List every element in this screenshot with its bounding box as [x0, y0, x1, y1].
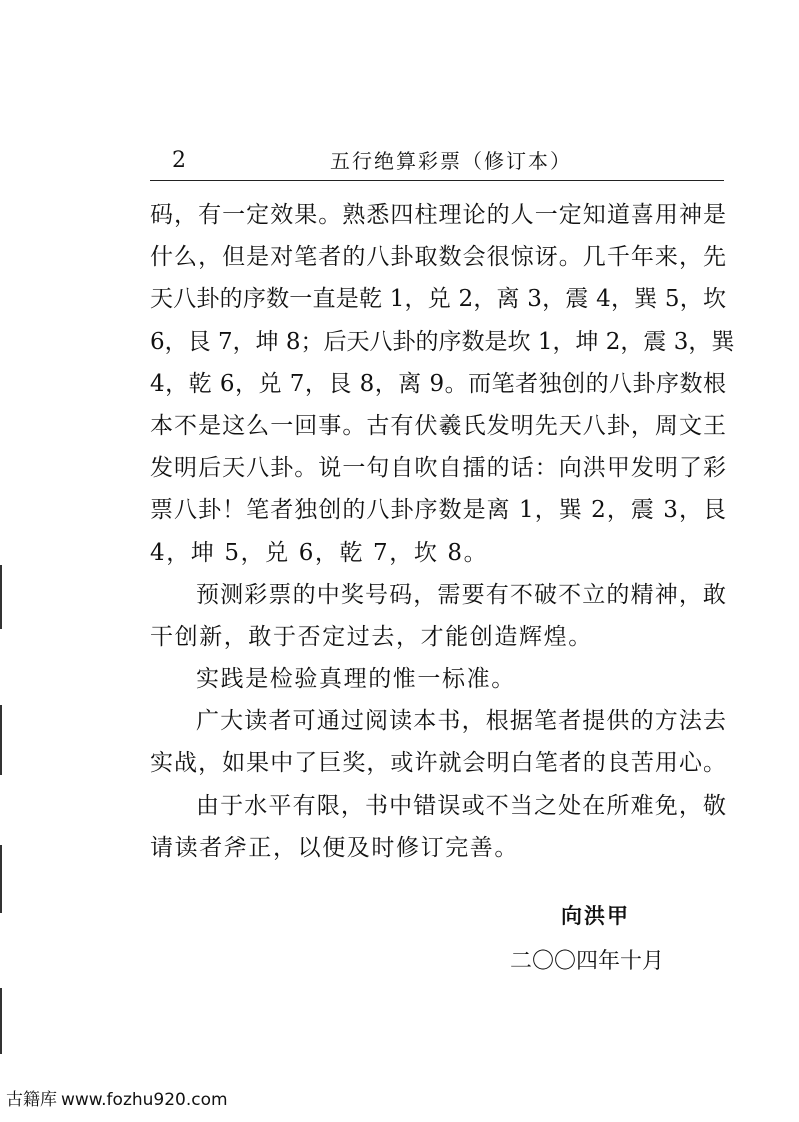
scan-edge-mark	[0, 705, 2, 775]
text-line: 由于水平有限，书中错误或不当之处在所难免，敬	[196, 792, 726, 819]
scan-edge-mark	[0, 988, 2, 1054]
text-line: 实战，如果中了巨奖，或许就会明白笔者的良苦用心。	[150, 750, 726, 777]
text-line: 6，艮 7，坤 8；后天八卦的序数是坎 1，坤 2，震 3，巽	[150, 328, 735, 355]
body-text	[150, 194, 735, 869]
watermark-label: 古籍库	[6, 1090, 57, 1110]
text-line: 天八卦的序数一直是乾 1，兑 2，离 3，震 4，巽 5，坎	[150, 286, 726, 313]
text-line: 请读者斧正，以便及时修订完善。	[150, 834, 519, 861]
scan-edge-mark	[0, 565, 2, 629]
text-line: 干创新，敢于否定过去，才能创造辉煌。	[150, 623, 593, 650]
text-line: 广大读者可通过阅读本书，根据笔者提供的方法去	[196, 708, 726, 735]
text-line: 4，乾 6，兑 7，艮 8，离 9。而笔者独创的八卦序数根	[150, 370, 726, 397]
watermark-site: www.fozhu920.com	[61, 1090, 228, 1110]
text-line: 实践是检验真理的惟一标准。	[196, 666, 516, 693]
text-line: 码，有一定效果。熟悉四柱理论的人一定知道喜用神是	[150, 202, 726, 228]
text-line: 预测彩票的中奖号码，需要有不破不立的精神，敢	[196, 581, 726, 608]
header-rule	[150, 180, 724, 181]
text-line: 本不是这么一回事。古有伏羲氏发明先天八卦，周文王	[150, 412, 726, 439]
running-title: 五行绝算彩票（修订本）	[330, 149, 572, 173]
text-line: 4，坤 5，兑 6，乾 7，坎 8。	[150, 539, 489, 566]
page-number: 2	[172, 148, 186, 173]
author-signature: 向洪甲	[561, 904, 630, 928]
text-line: 发明后天八卦。说一句自吹自擂的话：向洪甲发明了彩	[150, 455, 726, 482]
text-line: 什么，但是对笔者的八卦取数会很惊讶。几千年来，先	[150, 244, 726, 271]
text-line: 票八卦！笔者独创的八卦序数是离 1，巽 2，震 3，艮	[150, 497, 726, 524]
watermark	[6, 1088, 228, 1112]
signature-date: 二〇〇四年十月	[510, 949, 665, 974]
scan-edge-mark	[0, 845, 2, 913]
